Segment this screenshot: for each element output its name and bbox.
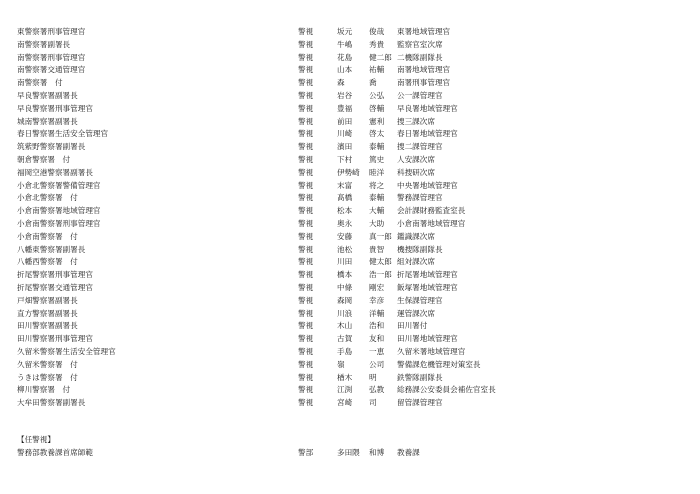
new-post: 捜三課次席: [397, 116, 435, 126]
list-row: [0, 281, 700, 294]
new-post: 東署地域管理官: [397, 27, 451, 36]
new-post: 鉄警隊副隊長: [397, 372, 443, 382]
rank: 警視: [298, 372, 314, 382]
family-name: 中條: [337, 283, 353, 292]
rank: 警視: [298, 167, 314, 177]
new-post: 監察官室次席: [397, 39, 443, 49]
new-post: 春日署地域管理官: [397, 129, 458, 139]
family-name: 豊福: [337, 103, 353, 113]
list-row: [0, 76, 700, 89]
family-name: 楢木: [337, 372, 353, 382]
rank: 警視: [298, 129, 314, 139]
rank: 警視: [298, 180, 314, 190]
given-name: 秀貴: [369, 39, 385, 49]
rank: 警視: [298, 308, 314, 318]
rank: 警視: [298, 295, 314, 305]
list-row: [0, 332, 700, 345]
list-row: [0, 38, 700, 51]
former-post: 春日警察署生活安全管理官: [17, 129, 109, 139]
new-post: 早良署地域管理官: [397, 103, 458, 113]
rank: 警視: [298, 244, 314, 254]
rank: 警視: [298, 321, 314, 331]
family-name: 宮崎: [337, 398, 353, 408]
new-post: 久留米署地域管理官: [397, 347, 466, 356]
given-name: 和博: [369, 448, 385, 457]
given-name: 健太郎: [369, 257, 392, 267]
list-row: [0, 204, 700, 217]
given-name: 啓太: [369, 129, 385, 139]
list-row: [0, 89, 700, 102]
new-post: 小倉南署地域管理官: [397, 219, 466, 228]
family-name: 安藤: [337, 231, 353, 241]
given-name: 剛宏: [369, 283, 385, 292]
new-post: 教養課: [397, 448, 420, 457]
list-row: [0, 268, 700, 281]
former-post: 戸畑警察署副署長: [17, 295, 78, 305]
family-name: 手島: [337, 347, 353, 356]
list-row: [0, 345, 700, 358]
former-post: 久留米警察署 付: [17, 359, 78, 369]
former-post: 小倉北警察署 付: [17, 193, 78, 203]
family-name: 牛嶋: [337, 39, 353, 49]
given-name: 喬: [369, 78, 377, 88]
former-post: 南警察署 付: [17, 78, 63, 88]
former-post: 朝倉警察署 付: [17, 155, 71, 164]
new-post: 留管課管理官: [397, 398, 443, 408]
given-name: 貴智: [369, 244, 385, 254]
list-row: [0, 153, 700, 166]
given-name: 祐輔: [369, 65, 385, 75]
new-post: 機捜隊副隊長: [397, 244, 443, 254]
new-post: 警務課管理官: [397, 193, 443, 203]
new-post: 運管課次席: [397, 308, 435, 318]
family-name: 岩谷: [337, 91, 353, 100]
former-post: 南警察署刑事管理官: [17, 52, 86, 62]
new-post: 警備課危機管理対策室長: [397, 359, 481, 369]
given-name: 大助: [369, 219, 385, 228]
rank: 警視: [298, 39, 314, 49]
rank: 警視: [298, 231, 314, 241]
family-name: 森岡: [337, 295, 353, 305]
former-post: 南警察署副署長: [17, 39, 71, 49]
given-name: 啓輔: [369, 103, 385, 113]
former-post: 小倉北警察署警備管理官: [17, 180, 101, 190]
former-post: 小倉南警察署地域管理官: [17, 206, 101, 216]
family-name: 古賀: [337, 334, 353, 344]
given-name: 泰輔: [369, 142, 385, 152]
former-post: 直方警察署副署長: [17, 308, 78, 318]
list-row: [0, 243, 700, 256]
former-post: 小倉南警察署刑事管理官: [17, 219, 101, 228]
former-post: 折尾警察署刑事管理官: [17, 270, 93, 280]
rank: 警視: [298, 385, 314, 395]
new-post: 南署刑事管理官: [397, 78, 451, 88]
family-name: 坂元: [337, 27, 353, 36]
new-post: 折尾署地域管理官: [397, 270, 458, 280]
rank: 警視: [298, 142, 314, 152]
family-name: 松本: [337, 206, 353, 216]
list-row: [0, 166, 700, 179]
new-post: 組対課次席: [397, 257, 435, 267]
list-row: [0, 319, 700, 332]
former-post: 折尾警察署交通管理官: [17, 283, 93, 292]
family-name: 森: [337, 78, 345, 88]
family-name: 川崎: [337, 129, 353, 139]
given-name: 浩和: [369, 321, 385, 331]
new-post: 科捜研次席: [397, 167, 435, 177]
former-post: 小倉南警察署 付: [17, 231, 78, 241]
rank: 警視: [298, 78, 314, 88]
new-post: 二機隊副隊長: [397, 52, 443, 62]
rank: 警視: [298, 155, 314, 164]
list-row: [0, 358, 700, 371]
given-name: 弘教: [369, 385, 385, 395]
list-row: [0, 255, 700, 268]
given-name: 俊哉: [369, 27, 385, 36]
family-name: 江渕: [337, 385, 353, 395]
given-name: 泰輔: [369, 193, 385, 203]
given-name: 篤史: [369, 155, 385, 164]
given-name: 公司: [369, 359, 385, 369]
former-post: 田川警察署刑事管理官: [17, 334, 93, 344]
family-name: 川田: [337, 257, 353, 267]
rank: 警視: [298, 347, 314, 356]
former-post: 早良警察署刑事管理官: [17, 103, 93, 113]
family-name: 髙橋: [337, 193, 353, 203]
given-name: 洋輔: [369, 308, 385, 318]
given-name: 幸彦: [369, 295, 385, 305]
rank: 警視: [298, 219, 314, 228]
list-row: [0, 102, 700, 115]
list-row: [0, 127, 700, 140]
list-row: [0, 63, 700, 76]
given-name: 友和: [369, 334, 385, 344]
former-post: 南警察署交通管理官: [17, 65, 86, 75]
family-name: 下村: [337, 155, 353, 164]
list-row: [0, 307, 700, 320]
family-name: 花島: [337, 52, 353, 62]
given-name: 浩一郎: [369, 270, 392, 280]
rank: 警視: [298, 116, 314, 126]
list-row: [0, 51, 700, 64]
family-name: 伊勢崎: [337, 167, 360, 177]
rank: 警視: [298, 359, 314, 369]
former-post: 筑紫野警察署副署長: [17, 142, 86, 152]
family-name: 多田隈: [337, 448, 360, 457]
former-post: 田川警察署副署長: [17, 321, 78, 331]
given-name: 真一郎: [369, 231, 392, 241]
list-row: [0, 140, 700, 153]
family-name: 嶺: [337, 359, 345, 369]
rank: 警視: [298, 91, 314, 100]
rank: 警視: [298, 52, 314, 62]
family-name: 橋本: [337, 270, 353, 280]
new-post: 公一課管理官: [397, 91, 443, 100]
family-name: 前田: [337, 116, 353, 126]
new-post: 人安課次席: [397, 155, 435, 164]
rank: 警視: [298, 334, 314, 344]
list-row: [0, 217, 700, 230]
given-name: 将之: [369, 180, 385, 190]
list-row: [0, 179, 700, 192]
rank: 警視: [298, 283, 314, 292]
given-name: 憲利: [369, 116, 385, 126]
former-post: 柳川警察署 付: [17, 385, 71, 395]
list-row: [0, 191, 700, 204]
family-name: 川浪: [337, 308, 353, 318]
list-row: [0, 230, 700, 243]
new-post: 捜二課管理官: [397, 142, 443, 152]
given-name: 公弘: [369, 91, 385, 100]
family-name: 末富: [337, 180, 353, 190]
rank: 警視: [298, 206, 314, 216]
given-name: 健二郎: [369, 52, 392, 62]
list-row: [0, 25, 700, 38]
former-post: 城南警察署副署長: [17, 116, 78, 126]
list-row: [0, 294, 700, 307]
former-post: 早良警察署副署長: [17, 91, 78, 100]
new-post: 中央署地域管理官: [397, 180, 458, 190]
former-post: 八幡東警察署副署長: [17, 244, 86, 254]
new-post: 鑑識課次席: [397, 231, 435, 241]
new-post: 田川署付: [397, 321, 428, 331]
former-post: 久留米警察署生活安全管理官: [17, 347, 116, 356]
given-name: 大輔: [369, 206, 385, 216]
former-post: 大牟田警察署副署長: [17, 398, 86, 408]
given-name: 一恵: [369, 347, 385, 356]
family-name: 濱田: [337, 142, 353, 152]
rank: 警視: [298, 193, 314, 203]
given-name: 睦洋: [369, 167, 385, 177]
section-header: 【任警視】: [17, 435, 55, 444]
former-post: 福岡空港警察署副署長: [17, 167, 93, 177]
new-post: 南署地域管理官: [397, 65, 451, 75]
given-name: 司: [369, 398, 377, 408]
list-row: [0, 446, 700, 459]
list-row: [0, 396, 700, 409]
rank: 警視: [298, 398, 314, 408]
new-post: 飯塚署地域管理官: [397, 283, 458, 292]
new-post: 生保課管理官: [397, 295, 443, 305]
family-name: 池松: [337, 244, 353, 254]
former-post: 警務部教養課首席師範: [17, 448, 93, 457]
list-row: [0, 371, 700, 384]
new-post: 田川署地域管理官: [397, 334, 458, 344]
former-post: 八幡西警察署 付: [17, 257, 78, 267]
rank: 警視: [298, 270, 314, 280]
new-post: 総務課公安委員会補佐官室長: [397, 385, 496, 395]
family-name: 奥永: [337, 219, 353, 228]
rank: 警視: [298, 27, 314, 36]
former-post: 東警察署刑事管理官: [17, 27, 86, 36]
former-post: うきは警察署 付: [17, 372, 78, 382]
new-post: 会計課財務監査室長: [397, 206, 466, 216]
rank: 警視: [298, 65, 314, 75]
family-name: 山本: [337, 65, 353, 75]
list-row: [0, 115, 700, 128]
family-name: 木山: [337, 321, 353, 331]
rank: 警視: [298, 103, 314, 113]
rank: 警視: [298, 257, 314, 267]
list-row: [0, 383, 700, 396]
rank: 警部: [298, 448, 314, 457]
given-name: 明: [369, 372, 377, 382]
